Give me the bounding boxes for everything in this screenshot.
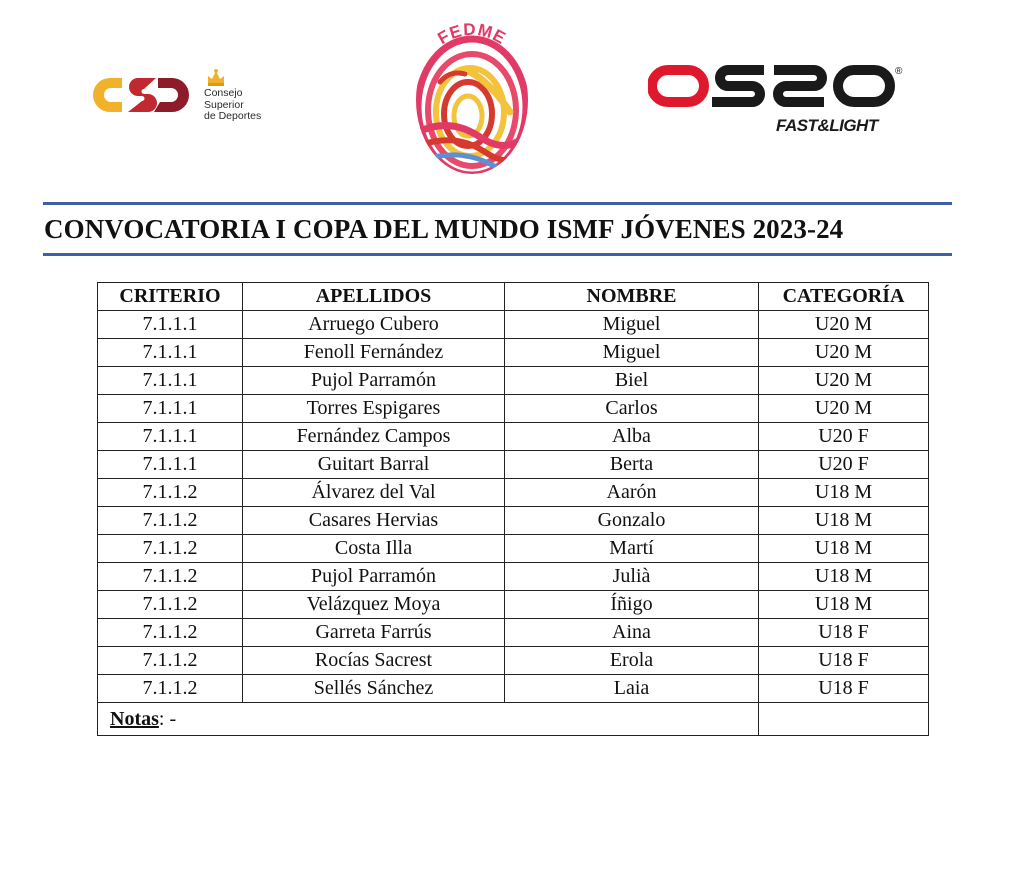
cell-apellidos: Guitart Barral (243, 451, 505, 479)
cell-criterio: 7.1.1.2 (98, 675, 243, 703)
cell-apellidos: Arruego Cubero (243, 311, 505, 339)
table-row (98, 619, 929, 647)
table-row (98, 339, 929, 367)
cell-criterio: 7.1.1.2 (98, 619, 243, 647)
cell-apellidos: Velázquez Moya (243, 591, 505, 619)
cell-categoria: U20 M (759, 339, 929, 367)
cell-nombre: Laia (505, 675, 759, 703)
table-row (98, 591, 929, 619)
cell-criterio: 7.1.1.2 (98, 563, 243, 591)
table-row (98, 311, 929, 339)
cell-categoria: U20 F (759, 451, 929, 479)
cell-categoria: U20 M (759, 367, 929, 395)
cell-criterio: 7.1.1.2 (98, 647, 243, 675)
cell-criterio: 7.1.1.2 (98, 591, 243, 619)
cell-nombre: Martí (505, 535, 759, 563)
cell-categoria: U18 F (759, 647, 929, 675)
os2o-wordmark (648, 60, 910, 116)
cell-nombre: Miguel (505, 311, 759, 339)
cell-categoria: U20 M (759, 311, 929, 339)
cell-nombre: Carlos (505, 395, 759, 423)
cell-apellidos: Sellés Sánchez (243, 675, 505, 703)
os2o-logo (648, 60, 910, 140)
cell-nombre: Aina (505, 619, 759, 647)
fedme-fingerprint-icon (410, 12, 535, 174)
cell-criterio: 7.1.1.1 (98, 423, 243, 451)
table-header-row (98, 283, 929, 311)
table-row (98, 395, 929, 423)
cell-categoria: U18 F (759, 675, 929, 703)
fedme-text: FEDME (434, 19, 510, 49)
csd-logo-mark (92, 66, 204, 126)
csd-line-3: de Deportes (204, 110, 262, 122)
csd-logo-c-shape (93, 78, 122, 112)
svg-text:FEDME (435, 20, 510, 48)
cell-apellidos: Torres Espigares (243, 395, 505, 423)
cell-criterio: 7.1.1.2 (98, 507, 243, 535)
cell-criterio: 7.1.1.1 (98, 311, 243, 339)
cell-nombre: Berta (505, 451, 759, 479)
notes-separator: : (158, 708, 170, 730)
cell-categoria: U18 M (759, 591, 929, 619)
cell-apellidos: Álvarez del Val (243, 479, 505, 507)
notes-value: - (169, 708, 177, 730)
header-apellidos: APELLIDOS (243, 283, 505, 311)
cell-apellidos: Casares Hervias (243, 507, 505, 535)
table-row (98, 367, 929, 395)
csd-logo-text (204, 88, 261, 123)
cell-nombre: Erola (505, 647, 759, 675)
cell-categoria: U20 F (759, 423, 929, 451)
document-title: CONVOCATORIA I COPA DEL MUNDO ISMF JÓVENES 2023-24 (44, 214, 844, 244)
table-row (98, 479, 929, 507)
cell-apellidos: Fernández Campos (243, 423, 505, 451)
cell-apellidos: Costa Illa (243, 535, 505, 563)
cell-apellidos: Rocías Sacrest (243, 647, 505, 675)
cell-categoria: U18 M (759, 535, 929, 563)
cell-criterio: 7.1.1.1 (98, 367, 243, 395)
table-row (98, 451, 929, 479)
notes-empty-cell (759, 703, 929, 736)
crown-icon (206, 68, 226, 86)
cell-apellidos: Pujol Parramón (243, 563, 505, 591)
cell-nombre: Aarón (505, 479, 759, 507)
cell-criterio: 7.1.1.2 (98, 535, 243, 563)
cell-categoria: U18 M (759, 507, 929, 535)
cell-criterio: 7.1.1.2 (98, 479, 243, 507)
table-row (98, 423, 929, 451)
cell-categoria: U20 M (759, 395, 929, 423)
cell-nombre: Miguel (505, 339, 759, 367)
header-nombre: NOMBRE (505, 283, 759, 311)
cell-categoria: U18 M (759, 563, 929, 591)
header-categoria: CATEGORÍA (759, 283, 929, 311)
table-row (98, 675, 929, 703)
cell-nombre: Julià (505, 563, 759, 591)
cell-categoria: U18 F (759, 619, 929, 647)
cell-nombre: Alba (505, 423, 759, 451)
title-rule-bottom (43, 253, 952, 256)
cell-apellidos: Fenoll Fernández (243, 339, 505, 367)
table-body (98, 311, 929, 703)
cell-nombre: Gonzalo (505, 507, 759, 535)
fedme-logo (410, 12, 535, 174)
notes-row (98, 703, 929, 736)
registered-mark: ® (895, 66, 903, 77)
cell-nombre: Biel (505, 367, 759, 395)
cell-criterio: 7.1.1.1 (98, 451, 243, 479)
notes-cell (98, 703, 759, 736)
cell-apellidos: Garreta Farrús (243, 619, 505, 647)
csd-line-1: Consejo (204, 87, 243, 99)
csd-logo (92, 66, 267, 126)
cell-nombre: Íñigo (505, 591, 759, 619)
cell-criterio: 7.1.1.1 (98, 395, 243, 423)
table-row (98, 647, 929, 675)
roster-table (97, 282, 929, 736)
csd-line-2: Superior (204, 98, 244, 111)
csd-logo-d-shape (154, 78, 189, 112)
table-row (98, 535, 929, 563)
header-criterio: CRITERIO (98, 283, 243, 311)
csd-logo-s-shape (128, 78, 157, 112)
notes-label: Notas (110, 708, 159, 730)
cell-criterio: 7.1.1.1 (98, 339, 243, 367)
cell-apellidos: Pujol Parramón (243, 367, 505, 395)
title-rule-top (43, 202, 952, 205)
os2o-tagline: FAST&LIGHT (776, 116, 878, 135)
cell-categoria: U18 M (759, 479, 929, 507)
table-row (98, 563, 929, 591)
table-row (98, 507, 929, 535)
